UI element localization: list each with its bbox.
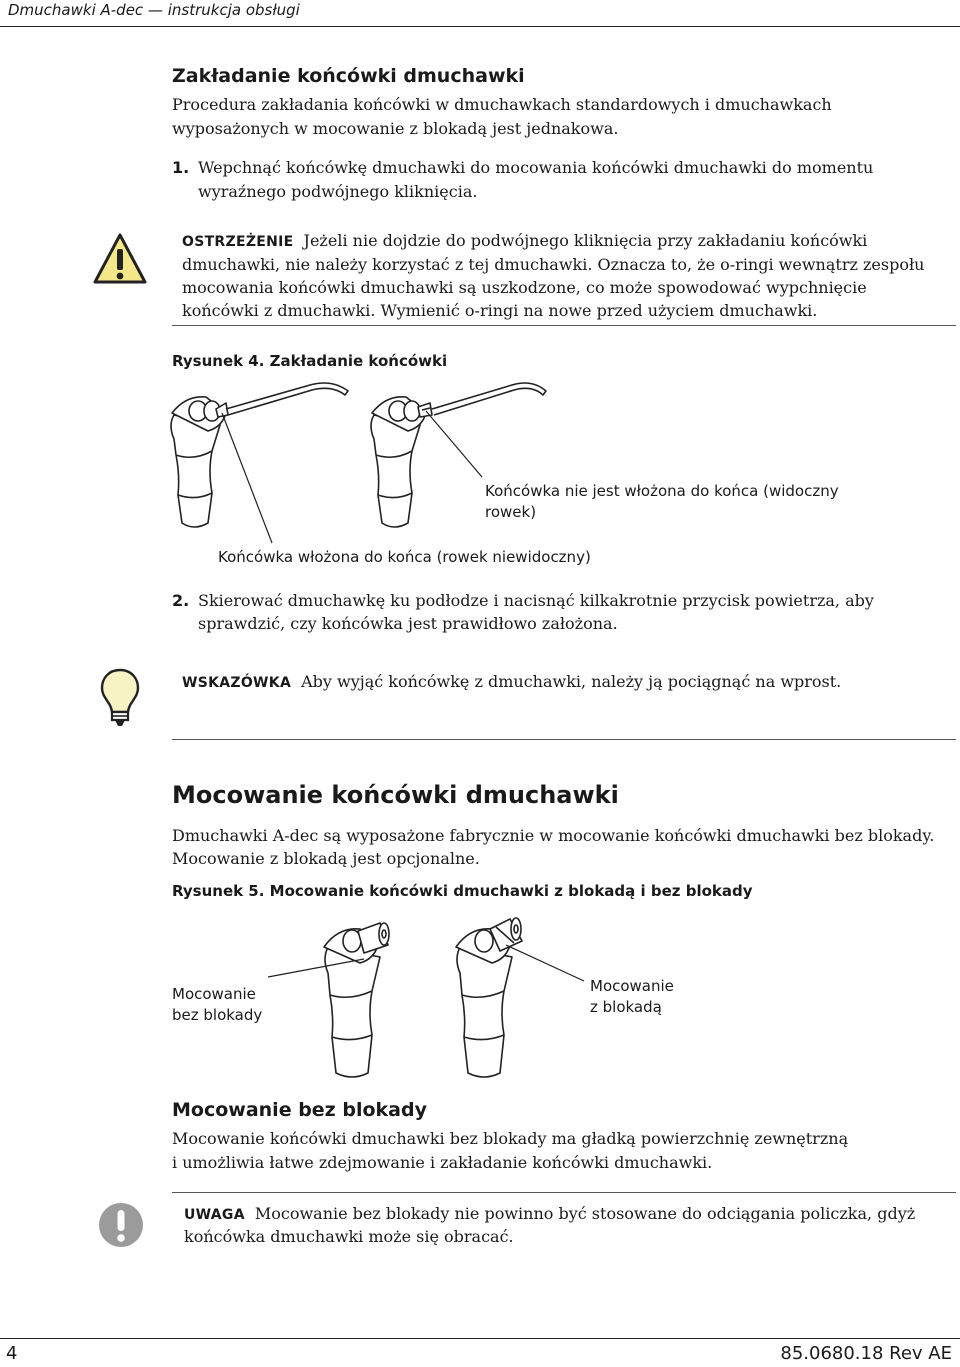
- warning-line-3: mocowania końcówki dmuchawki są uszkodzone, co może spowodować wypchnięcie: [182, 278, 867, 297]
- document-number: 85.0680.18 Rev AE: [780, 1343, 952, 1364]
- header-rule: [0, 26, 960, 27]
- section-title-installing-tip: Zakładanie końcówki dmuchawki: [172, 65, 525, 87]
- label-mount-without-lock-line-2: bez blokady: [172, 1006, 263, 1024]
- label-mount-without-lock-line-1: Mocowanie: [172, 985, 256, 1003]
- section3-line-2: i umożliwia łatwe zdejmowanie i zakładanie końcówki dmuchawki.: [172, 1153, 713, 1172]
- notice-line-1: Mocowanie bez blokady nie powinno być stosowane do odciągania policzka, gdyż: [254, 1204, 916, 1223]
- mount-without-lock: [324, 923, 389, 1077]
- tip-text: Aby wyjąć końcówkę z dmuchawki, należy ją pociągnąć na wprost.: [301, 672, 842, 691]
- exclamation-circle-icon: [98, 1202, 144, 1248]
- figure-4-caption: Rysunek 4. Zakładanie końcówki: [172, 352, 448, 370]
- section1-intro-line-2: wyposażonych w mocowanie z blokadą jest jednakowa.: [172, 119, 619, 138]
- notice-top-rule: [172, 1192, 956, 1193]
- section2-line-2: Mocowanie z blokadą jest opcjonalne.: [172, 849, 480, 868]
- step-2-line-1: Skierować dmuchawkę ku podłodze i nacisnąć kilkakrotnie przycisk powietrza, aby: [198, 591, 874, 610]
- lightbulb-icon: [100, 668, 140, 730]
- notice-label: UWAGA: [184, 1207, 245, 1223]
- step-2-number: 2.: [172, 591, 190, 610]
- label-tip-not-fully-inserted-line-1: Końcówka nie jest włożona do końca (widoczny: [485, 482, 839, 500]
- section-title-mount-without-lock: Mocowanie bez blokady: [172, 1099, 427, 1121]
- warning-line-1: Jeżeli nie dojdzie do podwójnego kliknięcia przy zakładaniu końcówki: [303, 231, 868, 250]
- section-title-tip-mount: Mocowanie końcówki dmuchawki: [172, 781, 619, 809]
- warning-label: OSTRZEŻENIE: [182, 234, 294, 250]
- label-mount-with-lock-line-2: z blokadą: [590, 998, 662, 1016]
- warning-bottom-rule: [172, 325, 956, 326]
- figure-4-tip-installation-illustration: [160, 375, 560, 565]
- label-tip-fully-inserted: Końcówka włożona do końca (rowek niewidoczny): [218, 548, 591, 566]
- tip-label: WSKAZÓWKA: [182, 675, 292, 691]
- label-tip-not-fully-inserted-line-2: rowek): [485, 503, 537, 521]
- notice-line-2: końcówka dmuchawki może się obracać.: [184, 1227, 514, 1246]
- label-mount-with-lock-line-1: Mocowanie: [590, 977, 674, 995]
- step-2-line-2: sprawdzić, czy końcówka jest prawidłowo założona.: [198, 614, 618, 633]
- section1-intro-line-1: Procedura zakładania końcówki w dmuchawkach standardowych i dmuchawkach: [172, 95, 832, 114]
- figure-5-tip-mounts-illustration: [300, 905, 560, 1085]
- step-1-number: 1.: [172, 158, 190, 177]
- syringe-tip-inserted: [171, 383, 348, 527]
- warning-triangle-icon: [92, 232, 148, 286]
- section3-line-1: Mocowanie końcówki dmuchawki bez blokady ma gładką powierzchnię zewnętrzną: [172, 1129, 849, 1148]
- section2-line-1: Dmuchawki A-dec są wyposażone fabrycznie w mocowanie końcówki dmuchawki bez blokady.: [172, 826, 935, 845]
- mount-with-lock: [456, 918, 522, 1077]
- step-1-line-1: Wepchnąć końcówkę dmuchawki do mocowania końcówki dmuchawki do momentu: [198, 158, 874, 177]
- footer-rule: [0, 1338, 960, 1339]
- warning-line-2: dmuchawki, nie należy korzystać z tej dmuchawki. Oznacza to, że o-ringi wewnątrz zespołu: [182, 255, 925, 274]
- warning-line-4: końcówki z dmuchawki. Wymienić o-ringi na nowe przed użyciem dmuchawki.: [182, 301, 818, 320]
- running-header-title: Dmuchawki A-dec — instrukcja obsługi: [8, 1, 300, 19]
- step-1-line-2: wyraźnego podwójnego kliknięcia.: [198, 182, 478, 201]
- page-number: 4: [6, 1343, 18, 1364]
- figure-5-caption: Rysunek 5. Mocowanie końcówki dmuchawki z blokadą i bez blokady: [172, 882, 753, 900]
- tip-bottom-rule: [172, 739, 956, 740]
